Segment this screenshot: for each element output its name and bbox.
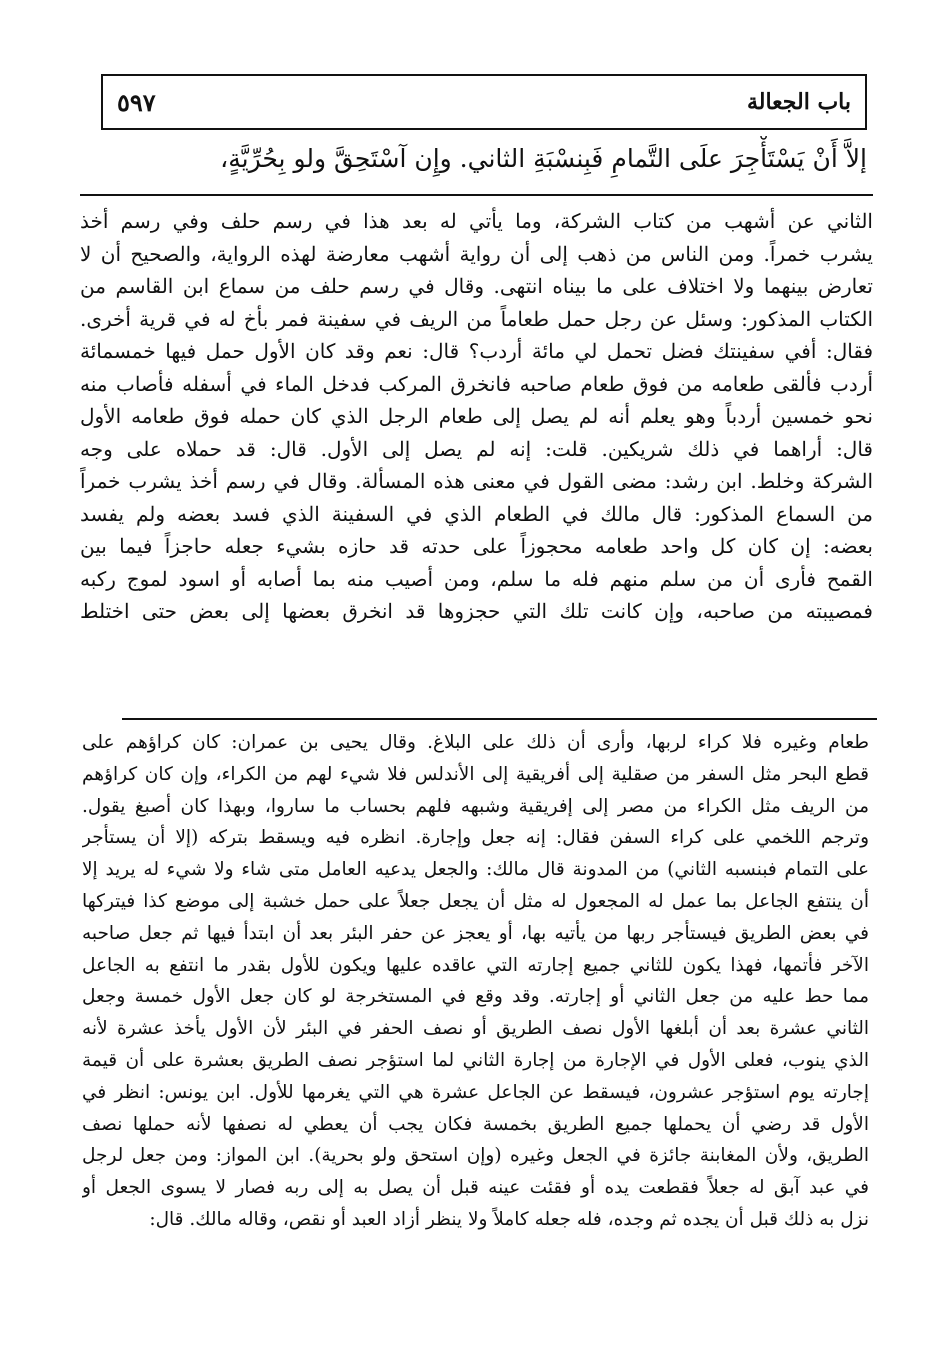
- commentary-line: الكتاب المذكور: وسئل عن رجل حمل طعاماً من الريف في سفينة فمر بأخ له في قرية أخرى.: [80, 306, 873, 331]
- commentary-line: الثاني عشرة بعد أن أبلغها الأول نصف الطريق أو نصف الحفر في البئر لأن الأول يأخذ عشرة لأنه: [82, 1018, 869, 1040]
- chapter-title: باب الجعالة: [746, 89, 851, 115]
- commentary-line: من الريف مثل الكراء من مصر إلى إفريقية وشبهه فلهم بحساب ما ساروا، وبهذا كان أصبغ يقول.: [82, 795, 869, 817]
- commentary-line: على التمام فبنسبه الثاني) من المدونة قال مالك: والجعل يدعيه العامل متى شاء ولا شيء له يريد إلا: [82, 859, 869, 881]
- running-header: [101, 74, 867, 130]
- commentary-line: قال: أراهما في ذلك شريكين. قلت: إنه لم يصل إلى الأول. قال: قد حملاه على وجه: [80, 436, 873, 461]
- commentary-line: فقال: أفي سفينتك فضل تحمل لي مائة أردب؟ قال: نعم وقد كان الأول حمل فيها خمسمائة: [80, 339, 873, 363]
- matn-text: إلاَّ أَنْ يَسْتَأْجِرَ علَى التَّمامِ فَبِنسْبَةِ الثاني. وإِن آسْتَحِقَّ ولو بِحُرِّيَّةٍ،: [220, 144, 867, 173]
- commentary-line: وترجم اللخمي على كراء السفن فقال: إنه جعل وإجارة. انظره فيه ويسقط بتركه (إلا أن يستأجر: [82, 827, 869, 849]
- commentary-line: الشركة وخلط. ابن رشد: مضى القول في معنى هذه المسألة. وقال في رسم أخذ يشرب خمراً: [80, 469, 873, 493]
- commentary-line: أردب فألقى طعامه من فوق طعام صاحبه فانخرق المركب فدخل الماء في أسفله فأصاب منه: [80, 371, 873, 396]
- commentary-line: فمصيبته من صاحبه، وإن كانت تلك التي حجزوها قد انخرق بعضها إلى بعض حتى اختلط: [80, 599, 873, 623]
- commentary-line: الآخر فأتمها، فهذا يكون للثاني جميع إجارته التي عاقده عليها ويكون للأول بقدر ما انتفع به الجاعل: [82, 954, 869, 976]
- commentary-line: طعام وغيره فلا كراء لربها، وأرى أن ذلك على البلاغ. وقال يحيى بن عمران: كان كراؤهم على: [82, 732, 869, 753]
- commentary-line: تعارض بينهما ولا اختلاف على ما بيناه انتهى. وقال في رسم حلف من سماع ابن القاسم من: [80, 274, 873, 298]
- commentary-line: يشرب خمراً. ومن الناس من ذهب إلى أن رواية أشهب معارضة لهذه الرواية، والصحيح أن لا: [80, 241, 873, 266]
- divider-lower: [122, 718, 877, 720]
- commentary-line: نزل به ذلك قبل أن يجده ثم وجده، فله جعله كاملاً ولا ينظر أزاد العبد أو نقص، وقاله مالك. قال:: [149, 1208, 869, 1230]
- commentary-lower: [82, 727, 869, 1236]
- page-number: ٥٩٧: [117, 87, 156, 117]
- commentary-line: بعضه: إن كان كل واحد طعامه محجوزاً على حدته قد حازه بشيء جعله حاجزاً فيما بين: [80, 534, 873, 558]
- commentary-line: نحو خمسين أردباً وهو يعلم أنه لم يصل إلى طعام الرجل الذي كان حمله فوق طعامه الأول: [80, 404, 873, 428]
- commentary-line: أن ينتفع الجاعل بما عمل له المجعول له مثل أن يجعل جعلاً على حمل خشبة إلى موضع كذا فيتركها: [82, 890, 869, 912]
- commentary-line: القمح فأرى أن من سلم منهم فله ما سلم، ومن أصيب منه بما أصابه أو اسود لموج ركبه: [80, 566, 873, 591]
- commentary-line: من السماع المذكور: قال مالك في الطعام الذي في السفينة الذي فسد بعضه ولم يفسد: [80, 501, 873, 526]
- commentary-line: الثاني عن أشهب من كتاب الشركة، وما يأتي له بعد هذا في رسم حلف وفي رسم أخذ: [80, 209, 873, 233]
- commentary-upper: [80, 205, 873, 628]
- divider-upper: [80, 194, 873, 196]
- commentary-line: في عبد آبق له جعلاً فقطعت يده أو فقئت عينه قبل أن يصل به إلى ربه فصار لا يسوى الجعل أو: [82, 1177, 869, 1199]
- commentary-line: قطع البحر مثل السفر من صقلية إلى أفريقية إلى الأندلس فلا شيء لهم من الكراء، وإن كان كراؤهم: [82, 763, 869, 785]
- commentary-line: في بعض الطريق فيستأجر ربها من يأتيه بها، أو يعجز عن حفر البئر بعد أن ابتدأ فيها ثم جعل صاحبه: [82, 922, 869, 944]
- commentary-line: الذي ينوب، فعلى الأول في الإجارة من إجارة الثاني لما استؤجر نصف الطريق بعشرة على أن قيمة: [82, 1049, 869, 1071]
- commentary-line: مما حط عليه من جعل الثاني أو إجارته. وقد وقع في المستخرجة لو كان جعل الأول خمسة وجعل: [82, 986, 869, 1008]
- commentary-line: إجارته يوم استؤجر عشرون، فيسقط عن الجاعل عشرة هي التي يغرمها للأول. ابن يونس: انظر في: [82, 1081, 869, 1103]
- commentary-line: الأول قد رضي أن يحملها جميع الطريق بخمسة فكان يجب أن يعطي له نصفها لأنه حملها نصف: [82, 1113, 869, 1135]
- commentary-line: الطريق، ولأن المغابنة جائزة في الجعل وغيره (وإن استحق ولو بحرية). ابن المواز: ومن جعل لرجل: [82, 1145, 869, 1167]
